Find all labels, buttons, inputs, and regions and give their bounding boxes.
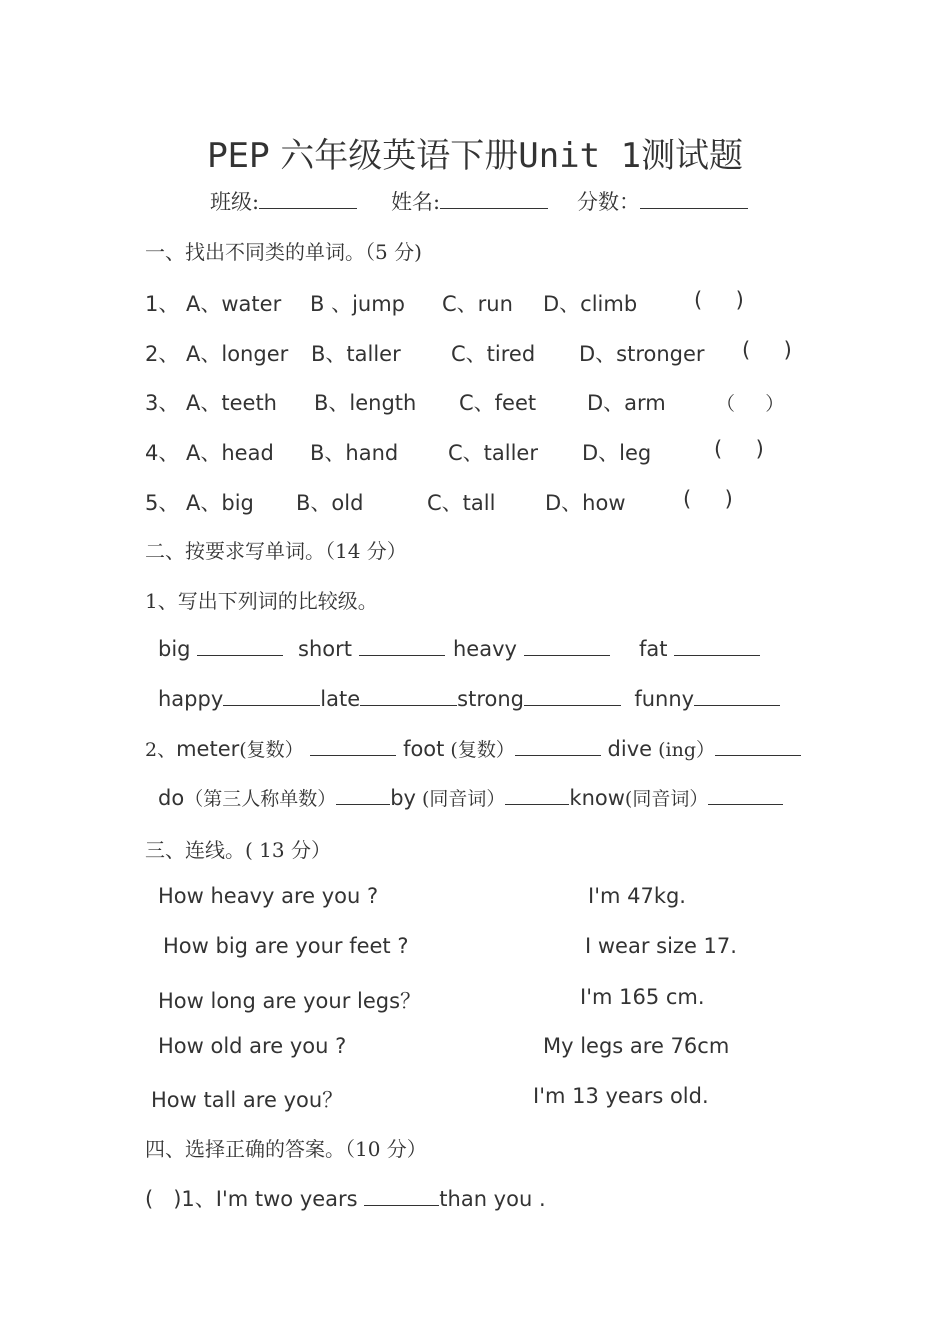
answer-blank[interactable] xyxy=(524,685,621,706)
s1-option: B 、jump xyxy=(310,292,406,316)
match-question[interactable]: How long are your legs？ xyxy=(158,989,422,1013)
answer-blank[interactable] xyxy=(524,635,610,656)
s1-item-num: 4、 xyxy=(145,441,180,465)
word: strong xyxy=(457,687,524,711)
s1-option: C、run xyxy=(442,292,513,316)
word: heavy xyxy=(453,637,517,661)
s1-option: B、taller xyxy=(311,342,401,366)
section1-heading: 一、找出不同类的单词。（5 分) xyxy=(145,240,422,264)
s1-option: C、tired xyxy=(451,342,536,366)
score-label: 分数： xyxy=(577,190,640,214)
answer-blank[interactable] xyxy=(359,635,445,656)
comparative-row xyxy=(639,635,760,661)
title-suffix: 测试题 xyxy=(641,136,744,176)
word: late xyxy=(320,687,361,711)
answer-blank[interactable] xyxy=(674,635,760,656)
name-blank[interactable] xyxy=(440,188,548,209)
section2-heading: 二、按要求写单词。（14 分） xyxy=(145,539,407,563)
match-answer[interactable]: I'm 47kg. xyxy=(588,884,686,908)
word: happy xyxy=(158,687,224,711)
note: (ing） xyxy=(652,739,715,761)
score-blank[interactable] xyxy=(640,188,748,209)
word: big xyxy=(158,637,191,661)
class-field xyxy=(210,186,357,216)
comparative-row-2 xyxy=(158,685,780,711)
note: (同音词） xyxy=(624,788,709,810)
answer-blank[interactable] xyxy=(310,735,396,756)
s1-option: B、old xyxy=(296,491,364,515)
item-num: 2、 xyxy=(145,739,177,761)
s1-option: C、tall xyxy=(427,491,496,515)
section3-heading: 三、连线。( 13 分） xyxy=(145,838,331,862)
answer-bracket[interactable]: ( ) xyxy=(742,338,792,362)
answer-blank[interactable] xyxy=(364,1185,439,1206)
match-question[interactable]: How old are you ? xyxy=(158,1034,347,1058)
word-forms-row xyxy=(145,735,801,762)
answer-blank[interactable] xyxy=(197,635,283,656)
answer-bracket[interactable]: ( ) xyxy=(683,487,733,511)
s1-option: C、taller xyxy=(448,441,538,465)
answer-blank[interactable] xyxy=(694,685,780,706)
note: (复数） xyxy=(444,739,515,761)
s1-item-num: 5、 xyxy=(145,491,180,515)
word: know xyxy=(569,786,625,810)
answer-bracket[interactable]: ( ) xyxy=(145,1187,182,1211)
section2-sub1: 1、写出下列词的比较级。 xyxy=(145,589,378,613)
s1-option: C、feet xyxy=(459,391,537,415)
s1-option: D、climb xyxy=(543,292,638,316)
comparative-row xyxy=(453,635,610,661)
answer-blank[interactable] xyxy=(505,784,569,805)
match-answer[interactable]: I'm 165 cm. xyxy=(580,985,705,1009)
answer-blank[interactable] xyxy=(336,784,390,805)
title-prefix: PEP 六年级英语下册 xyxy=(206,136,519,176)
name-label: 姓名: xyxy=(391,190,441,214)
s1-item-num: 3、 xyxy=(145,391,180,415)
answer-blank[interactable] xyxy=(223,685,320,706)
question-text-end: than you . xyxy=(439,1187,546,1211)
title-unit: Unit 1 xyxy=(518,136,642,176)
word: foot xyxy=(403,737,445,761)
s1-option: A、teeth xyxy=(186,391,277,415)
class-label: 班级: xyxy=(210,190,260,214)
answer-blank[interactable] xyxy=(715,735,801,756)
match-question[interactable]: How big are your feet ? xyxy=(163,934,409,958)
match-question[interactable]: How heavy are you ? xyxy=(158,884,379,908)
s1-option: A、big xyxy=(186,491,254,515)
name-field xyxy=(391,186,548,216)
note: (复数） xyxy=(239,739,304,761)
word: dive xyxy=(607,737,653,761)
comparative-row xyxy=(158,635,283,661)
answer-bracket[interactable]: （ ） xyxy=(716,393,785,415)
section4-heading: 四、选择正确的答案。（10 分） xyxy=(145,1137,427,1161)
note: (同音词） xyxy=(415,788,506,810)
s1-option: D、leg xyxy=(582,441,652,465)
match-answer[interactable]: My legs are 76cm xyxy=(543,1034,730,1058)
word: do xyxy=(158,786,185,810)
answer-bracket[interactable]: ( ) xyxy=(714,437,764,461)
match-question[interactable]: How tall are you？ xyxy=(151,1088,344,1112)
page-title xyxy=(0,128,950,177)
s1-option: A、head xyxy=(186,441,274,465)
s1-item-num: 1、 xyxy=(145,292,180,316)
s1-option: A、water xyxy=(186,292,282,316)
word: by xyxy=(390,786,416,810)
match-answer[interactable]: I'm 13 years old. xyxy=(533,1084,709,1108)
question-text: 1、I'm two years xyxy=(181,1187,365,1211)
s1-item-num: 2、 xyxy=(145,342,180,366)
word: funny xyxy=(634,687,695,711)
s1-option: D、arm xyxy=(587,391,666,415)
answer-bracket[interactable]: ( ) xyxy=(694,288,744,312)
answer-blank[interactable] xyxy=(360,685,457,706)
answer-blank[interactable] xyxy=(515,735,601,756)
s1-option: D、stronger xyxy=(579,342,705,366)
s1-option: B、hand xyxy=(310,441,399,465)
word: meter xyxy=(176,737,240,761)
comparative-row xyxy=(298,635,445,661)
score-field xyxy=(577,186,748,216)
match-answer[interactable]: I wear size 17. xyxy=(585,934,737,958)
choice-question xyxy=(145,1183,546,1213)
class-blank[interactable] xyxy=(259,188,357,209)
note: （第三人称单数） xyxy=(184,788,337,810)
s1-option: B、length xyxy=(314,391,417,415)
answer-blank[interactable] xyxy=(708,784,783,805)
word: fat xyxy=(639,637,668,661)
s1-option: A、longer xyxy=(186,342,289,366)
s1-option: D、how xyxy=(545,491,626,515)
word-forms-row-2 xyxy=(158,784,783,811)
word: short xyxy=(298,637,352,661)
